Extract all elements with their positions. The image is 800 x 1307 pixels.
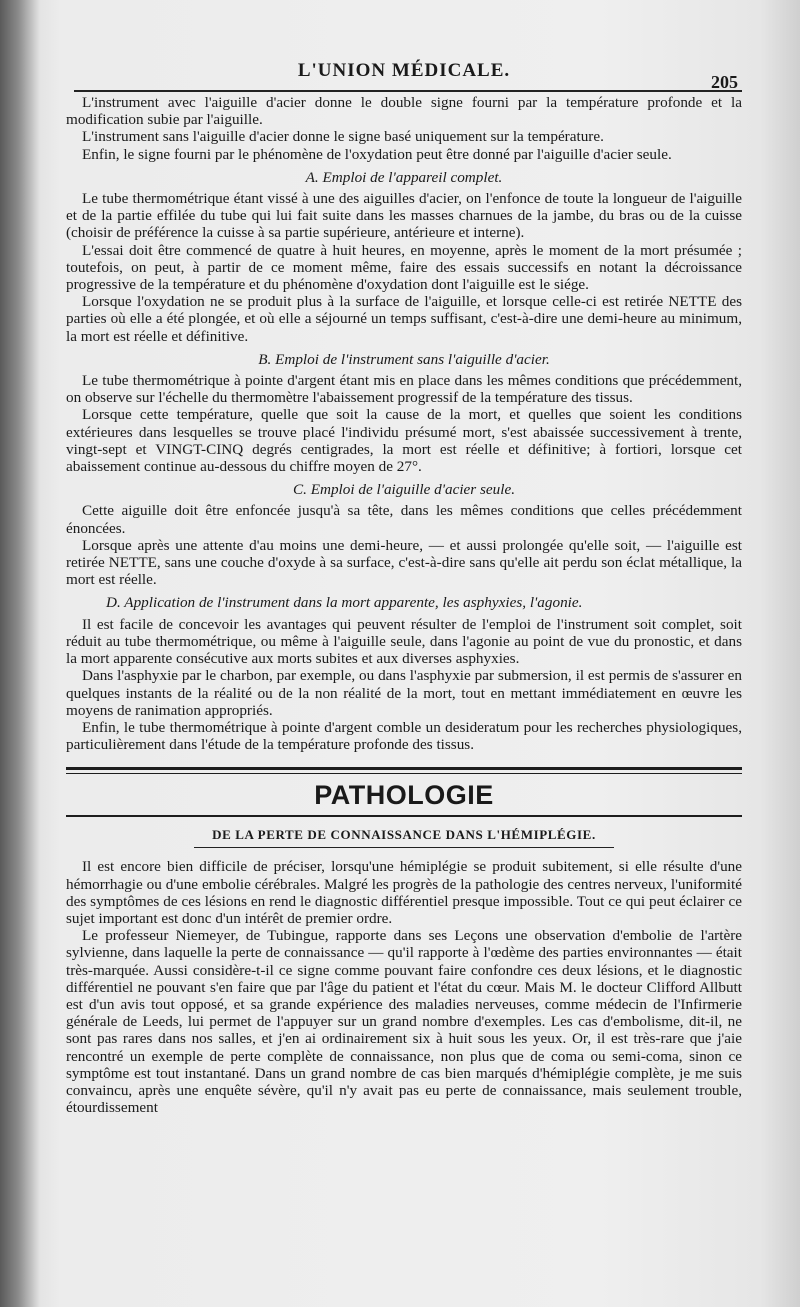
paragraph: Il est encore bien difficile de préciser, lorsqu'une hémiplégie se produit subitement, si elle résulte d'une hémorrhagie ou d'une embolie cérébrales. Malgré les progrès de la pathologie des centres nerveux, l'uniformité des symptômes de ces lésions en rend le diagnostic différentiel presque impossible. Tout ce qui peut éclairer ce sujet important est donc d'un intérêt de premier ordre. xyxy=(66,858,742,927)
page-number: 205 xyxy=(711,72,738,92)
paragraph: L'essai doit être commencé de quatre à huit heures, en moyenne, après le moment de la mort présumée ; toutefois, on peut, à partir de ce moment même, faire des essais successifs en notant la décroissance progressive de la température et du phénomène d'oxydation dont l'aiguille est le siége. xyxy=(66,241,742,294)
intro-block xyxy=(66,94,742,163)
paragraph: Enfin, le tube thermométrique à pointe d'argent comble un desideratum pour les recherches physiologiques, particulièrement dans l'étude de la température profonde des tissus. xyxy=(66,718,742,754)
article-title: DE LA PERTE DE CONNAISSANCE DANS L'HÉMIPLÉGIE. xyxy=(212,827,596,843)
section-title-rule xyxy=(66,815,742,817)
paragraph: Lorsque l'oxydation ne se produit plus à la surface de l'aiguille, et lorsque celle-ci est retirée NETTE des parties où elle a été plongée, et où elle a séjourné un temps suffisant, c'est-à-dire une demi-heure au minimum, la mort est réelle et définitive. xyxy=(66,293,742,345)
paragraph: Lorsque après une attente d'au moins une demi-heure, — et aussi prolongée qu'elle soit, — l'aiguille est retirée NETTE, sans une couche d'oxyde à sa surface, c'est-à-dire sans qu'elle ait perdu son éclat métallique, la mort est réelle. xyxy=(66,536,742,589)
paragraph: L'instrument avec l'aiguille d'acier donne le double signe fourni par la température profonde et la modification subie par l'aiguille. xyxy=(66,94,742,129)
paragraph: Lorsque cette température, quelle que soit la cause de la mort, et quelles que soient les conditions extérieures dans lesquelles se trouve placé l'individu présumé mort, s'est abaissée successivement à trente, vingt-sept et VINGT-CINQ degrés centigrades, la mort est réelle et définitive; à fortiori, lorsque cet abaissement continue au-dessous du chiffre moyen de 27°. xyxy=(66,406,742,476)
section-c-heading: C. Emploi de l'aiguille d'acier seule. xyxy=(292,481,516,499)
section-a-heading: A. Emploi de l'appareil complet. xyxy=(305,168,503,186)
running-head: L'UNION MÉDICALE. xyxy=(297,60,511,81)
paragraph: Le tube thermométrique à pointe d'argent étant mis en place dans les mêmes conditions que précédemment, on observe sur l'échelle du thermomètre l'abaissement progressif de la température des tissus. xyxy=(66,372,742,407)
section-d-heading: D. Application de l'instrument dans la mort apparente, les asphyxies, l'agonie. xyxy=(106,594,583,612)
paragraph: Cette aiguille doit être enfoncée jusqu'à sa tête, dans les mêmes conditions que celles précédemment énoncées. xyxy=(66,502,742,537)
section-divider-thick xyxy=(66,767,742,770)
paragraph: L'instrument sans l'aiguille d'acier donne le signe basé uniquement sur la température. xyxy=(82,128,604,146)
page-header xyxy=(66,52,742,90)
paragraph: Le tube thermométrique étant vissé à une des aiguilles d'acier, on l'enfonce de toute la longueur de l'aiguille et de la partie effilée du tube qui lui fait suite dans les masses charnues de la jambe, du bras ou de la cuisse (choisir de préférence la cuisse à sa partie supérieure, antérieure et interne). xyxy=(66,190,742,242)
section-title: PATHOLOGIE xyxy=(314,780,494,811)
section-b-heading: B. Emploi de l'instrument sans l'aiguille d'acier. xyxy=(258,350,550,368)
paragraph: Dans l'asphyxie par le charbon, par exemple, ou dans l'asphyxie par submersion, il est permis de s'assurer en quelques instants de la réalité ou de la non réalité de la mort, tout en mettant immédiatement en œuvre les moyens de ranimation appropriés. xyxy=(66,667,742,719)
paragraph: Il est facile de concevoir les avantages qui peuvent résulter de l'emploi de l'instrument soit complet, soit réduit au tube thermométrique, ou même à l'aiguille seule, dans l'agonie au point de vue du pronostic, et dans la mort apparente consécutive aux morts subites et aux diverses asphyxies. xyxy=(66,615,742,668)
paragraph: Le professeur Niemeyer, de Tubingue, rapporte dans ses Leçons une observation d'embolie de l'artère sylvienne, dans laquelle la perte de connaissance — qu'il rapporte à l'œdème des parties environnantes — était très-marquée. Aussi considère-t-il ce signe comme pouvant faire confondre ces deux lésions, et le diagnostic différentiel ne pouvant s'en faire que par l'âge du patient et l'état du cœur. Mais M. le docteur Clifford Allbutt est d'un avis tout opposé, et sa grande expérience des maladies nerveuses, comme médecin de l'Infirmerie générale de Leeds, lui permet de l'appuyer sur un grand nombre d'exemples. Les cas d'embolisme, dit-il, ne sont pas rares dans nos salles, et j'en ai ordinairement six à huit sous les yeux. Or, il est très-rare que j'aie rencontré un exemple de perte complète de connaissance, non plus que de coma ou semi-coma, sinon ce symptôme est tout instantané. Dans un grand nombre de cas bien marqués d'hémiplégie complète, je me suis convaincu, après une enquête sévère, qu'il n'y avait pas eu perte de connaissance, mais seulement trouble, étourdissement xyxy=(66,927,742,1117)
header-rule xyxy=(74,90,742,92)
journal-page xyxy=(66,52,742,1116)
article-title-underline xyxy=(194,847,614,848)
section-divider-thin xyxy=(66,773,742,774)
paragraph: Enfin, le signe fourni par le phénomène de l'oxydation peut être donné par l'aiguille d'acier seule. xyxy=(82,145,672,163)
